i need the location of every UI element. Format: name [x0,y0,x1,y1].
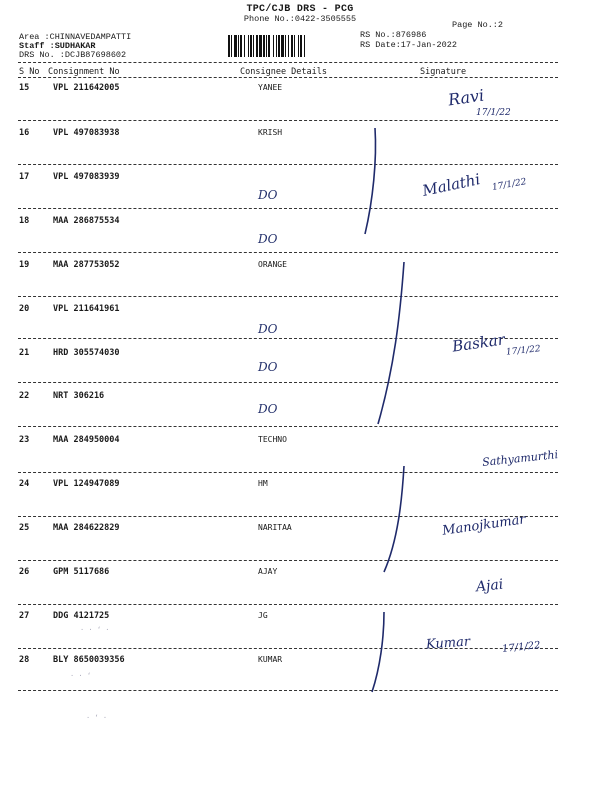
bracket-stroke [378,460,414,576]
signature-handwriting: Malathi [420,170,482,200]
column-signature: Signature [420,67,467,77]
signature-handwriting: Baskar [451,330,506,356]
row-consignee: JG [258,611,268,620]
row-consignment: VPL 497083938 [53,128,120,138]
row-divider [18,382,558,383]
signature-handwriting: Sathyamurthi [481,448,559,469]
row-sno: 27 [19,611,30,621]
scan-speckle: · ‘ · [86,714,108,722]
row-consignment: HRD 305574030 [53,348,120,358]
bracket-stroke [370,258,410,428]
row-divider [18,516,558,517]
row-sno: 16 [19,128,30,138]
row-sno: 21 [19,348,30,358]
row-sno: 19 [19,260,30,270]
rs-number: RS No.:876986 [360,30,427,40]
row-consignee: KUMAR [258,655,283,664]
row-consignment: VPL 211641961 [53,304,120,314]
table-row [0,212,600,256]
row-sno: 15 [19,83,30,93]
row-divider [18,164,558,165]
row-divider [18,604,558,605]
table-row [0,124,600,168]
table-row [0,388,600,432]
drs-number: DRS No. :DCJB87698602 [19,50,127,60]
row-sno: 26 [19,567,30,577]
scan-speckle: · · ‘ [70,672,92,680]
page-number: Page No.:2 [452,20,504,30]
scan-speckle: · · ‘ · [80,626,110,634]
row-divider [18,426,558,427]
row-sno: 17 [19,172,30,182]
row-consignment: DDG 4121725 [53,611,110,621]
row-sno: 28 [19,655,30,665]
row-divider [18,208,558,209]
row-divider [18,560,558,561]
ditto-mark: DO [258,402,278,416]
row-consignment: VPL 211642005 [53,83,120,93]
bracket-stroke [368,608,398,696]
signature-date: 17/1/22 [505,344,542,358]
sheet-title: TPC/CJB DRS - PCG [246,4,354,15]
row-consignment: MAA 284950004 [53,435,120,445]
ditto-mark: DO [258,360,278,374]
ditto-mark: DO [258,188,278,202]
table-row [0,168,600,212]
row-sno: 22 [19,391,30,401]
signature-handwriting: Manojkumar [441,512,527,539]
row-divider [18,252,558,253]
phone-number: Phone No.:0422-3505555 [243,14,357,24]
header-divider [18,62,558,63]
row-sno: 23 [19,435,30,445]
column-header-divider [18,77,558,78]
row-consignment: NRT 306216 [53,391,105,401]
row-consignment: BLY 8650039356 [53,655,125,665]
column-consignment: Consignment No [48,67,120,77]
column-sno: S No [19,67,40,77]
signature-handwriting: Kumar [425,634,471,653]
signature-handwriting: Ajai [475,576,505,596]
row-sno: 24 [19,479,30,489]
row-consignee: YANEE [258,83,283,92]
row-consignment: MAA 287753052 [53,260,120,270]
row-sno: 20 [19,304,30,314]
row-consignment: GPM 5117686 [53,567,110,577]
row-consignee: NARITAA [258,523,292,532]
signature-date: 17/1/22 [501,640,542,655]
row-consignee: TECHNO [258,435,287,444]
row-sno: 18 [19,216,30,226]
ditto-mark: DO [258,232,278,246]
row-consignment: VPL 497083939 [53,172,120,182]
row-divider [18,648,558,649]
signature-date: 17/1/22 [476,108,511,118]
bracket-stroke [355,120,385,240]
signature-handwriting: Ravi [446,85,486,110]
staff-label: Staff :SUDHAKAR [19,41,96,51]
row-consignee: KRISH [258,128,283,137]
signature-date: 17/1/22 [491,177,528,193]
rs-date: RS Date:17-Jan-2022 [360,40,457,50]
row-consignee: ORANGE [258,260,287,269]
table-row [0,564,600,608]
row-sno: 25 [19,523,30,533]
table-row [0,300,600,344]
table-row [0,256,600,300]
ditto-mark: DO [258,322,278,336]
barcode-image [228,35,356,57]
row-divider [18,296,558,297]
row-divider [18,120,558,121]
row-divider [18,472,558,473]
row-consignee: AJAY [258,567,278,576]
row-consignment: MAA 284622829 [53,523,120,533]
row-consignment: MAA 286875534 [53,216,120,226]
row-consignment: VPL 124947089 [53,479,120,489]
area-label: Area :CHINNAVEDAMPATTI [19,32,132,42]
column-consignee: Consignee Details [240,67,327,77]
row-divider [18,690,558,691]
row-consignee: HM [258,479,268,488]
